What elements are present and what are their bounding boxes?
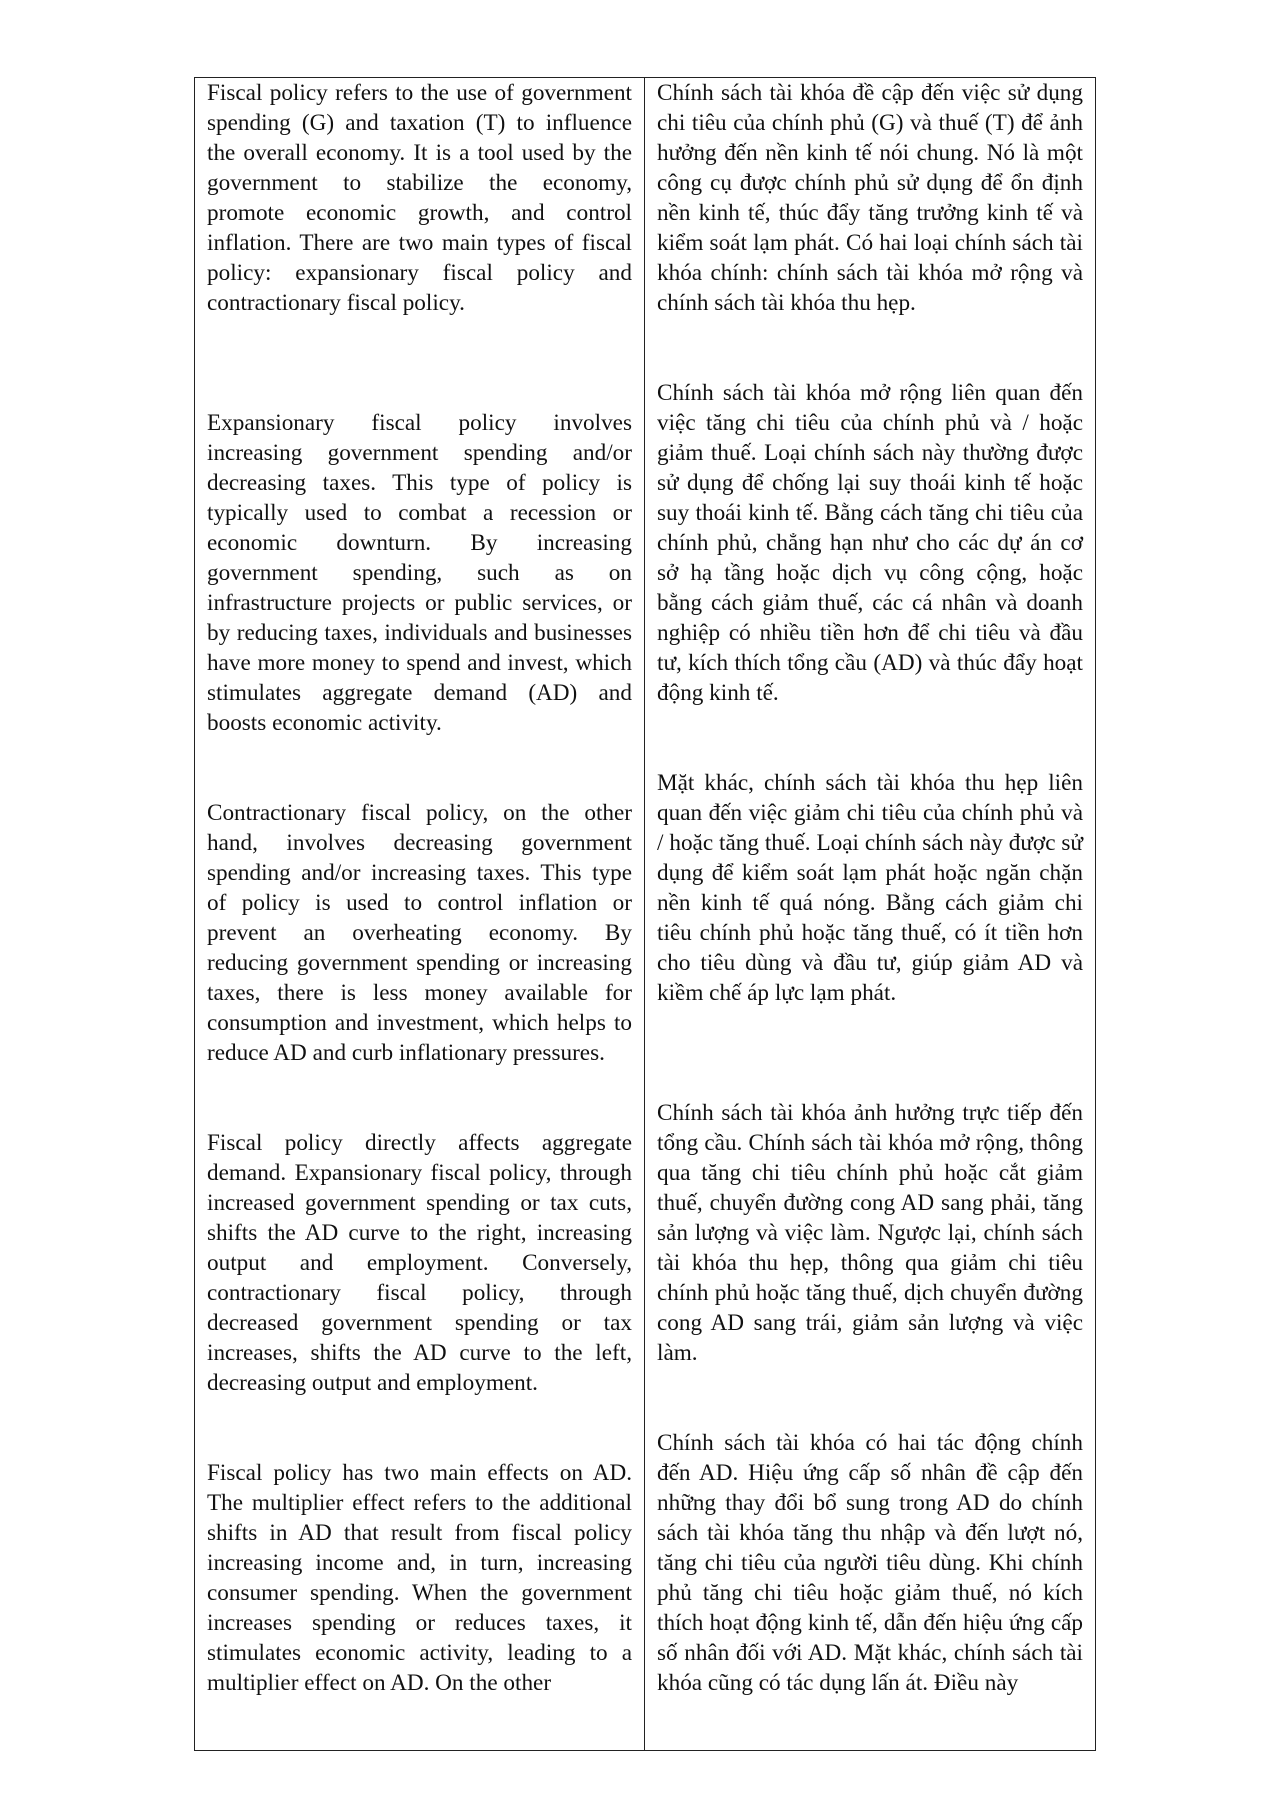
vietnamese-column — [645, 78, 1095, 1750]
english-paragraph-contractionary: Contractionary fiscal policy, on the other hand, involves decreasing government spending and/or increasing taxes. This type of policy is used to control inflation or prevent an overheating economy. By reducing government spending or increasing taxes, there is less money available for consumption and investment, which helps to reduce AD and curb inflationary pressures. — [207, 800, 632, 1066]
english-paragraph-expansionary: Expansionary fiscal policy involves increasing government spending and/or decreasing taxes. This type of policy is typically used to combat a recession or economic downturn. By increasing government spending, such as on infrastructure projects or public services, or by reducing taxes, individuals and businesses have more money to spend and invest, which stimulates aggregate demand (AD) and boosts economic activity. — [207, 410, 632, 736]
vietnamese-paragraph-effects: Chính sách tài khóa có hai tác động chính đến AD. Hiệu ứng cấp số nhân đề cập đến những thay đổi bổ sung trong AD do chính sách tài khóa tăng thu nhập và đến lượt nó, tăng chi tiêu của người tiêu dùng. Khi chính phủ tăng chi tiêu hoặc giảm thuế, nó kích thích hoạt động kinh tế, dẫn đến hiệu ứng cấp số nhân đối với AD. Mặt khác, chính sách tài khóa cũng có tác dụng lấn át. Điều này — [657, 1430, 1083, 1696]
english-paragraph-effects: Fiscal policy has two main effects on AD. The multiplier effect refers to the additional shifts in AD that result from fiscal policy increasing income and, in turn, increasing consumer spending. When the government increases spending or reduces taxes, it stimulates economic activity, leading to a multiplier effect on AD. On the other — [207, 1460, 632, 1696]
vietnamese-paragraph-aggregate-demand: Chính sách tài khóa ảnh hưởng trực tiếp đến tổng cầu. Chính sách tài khóa mở rộng, thông qua tăng chi tiêu chính phủ hoặc cắt giảm thuế, chuyển đường cong AD sang phải, tăng sản lượng và việc làm. Ngược lại, chính sách tài khóa thu hẹp, thông qua giảm chi tiêu chính phủ hoặc tăng thuế, dịch chuyển đường cong AD sang trái, giảm sản lượng và việc làm. — [657, 1100, 1083, 1366]
vietnamese-paragraph-expansionary: Chính sách tài khóa mở rộng liên quan đến việc tăng chi tiêu của chính phủ và / hoặc giảm thuế. Loại chính sách này thường được sử dụng để chống lại suy thoái kinh tế hoặc suy thoái kinh tế. Bằng cách tăng chi tiêu của chính phủ, chẳng hạn như cho các dự án cơ sở hạ tầng hoặc dịch vụ công cộng, hoặc bằng cách giảm thuế, các cá nhân và doanh nghiệp có nhiều tiền hơn để chi tiêu và đầu tư, kích thích tổng cầu (AD) và thúc đẩy hoạt động kinh tế. — [657, 380, 1083, 706]
english-paragraph-intro: Fiscal policy refers to the use of government spending (G) and taxation (T) to influence the overall economy. It is a tool used by the government to stabilize the economy, promote economic growth, and control inflation. There are two main types of fiscal policy: expansionary fiscal policy and contractionary fiscal policy. — [207, 80, 632, 316]
english-column — [195, 78, 645, 1750]
english-paragraph-aggregate-demand: Fiscal policy directly affects aggregate demand. Expansionary fiscal policy, through increased government spending or tax cuts, shifts the AD curve to the right, increasing output and employment. Conversely, contractionary fiscal policy, through decreased government spending or tax increases, shifts the AD curve to the left, decreasing output and employment. — [207, 1130, 632, 1396]
bilingual-table — [194, 77, 1096, 1751]
vietnamese-paragraph-intro: Chính sách tài khóa đề cập đến việc sử dụng chi tiêu của chính phủ (G) và thuế (T) để ảnh hưởng đến nền kinh tế nói chung. Nó là một công cụ được chính phủ sử dụng để ổn định nền kinh tế, thúc đẩy tăng trưởng kinh tế và kiểm soát lạm phát. Có hai loại chính sách tài khóa chính: chính sách tài khóa mở rộng và chính sách tài khóa thu hẹp. — [657, 80, 1083, 316]
vietnamese-paragraph-contractionary: Mặt khác, chính sách tài khóa thu hẹp liên quan đến việc giảm chi tiêu của chính phủ và / hoặc tăng thuế. Loại chính sách này được sử dụng để kiểm soát lạm phát hoặc ngăn chặn nền kinh tế quá nóng. Bằng cách giảm chi tiêu chính phủ hoặc tăng thuế, có ít tiền hơn cho tiêu dùng và đầu tư, giúp giảm AD và kiềm chế áp lực lạm phát. — [657, 770, 1083, 1006]
